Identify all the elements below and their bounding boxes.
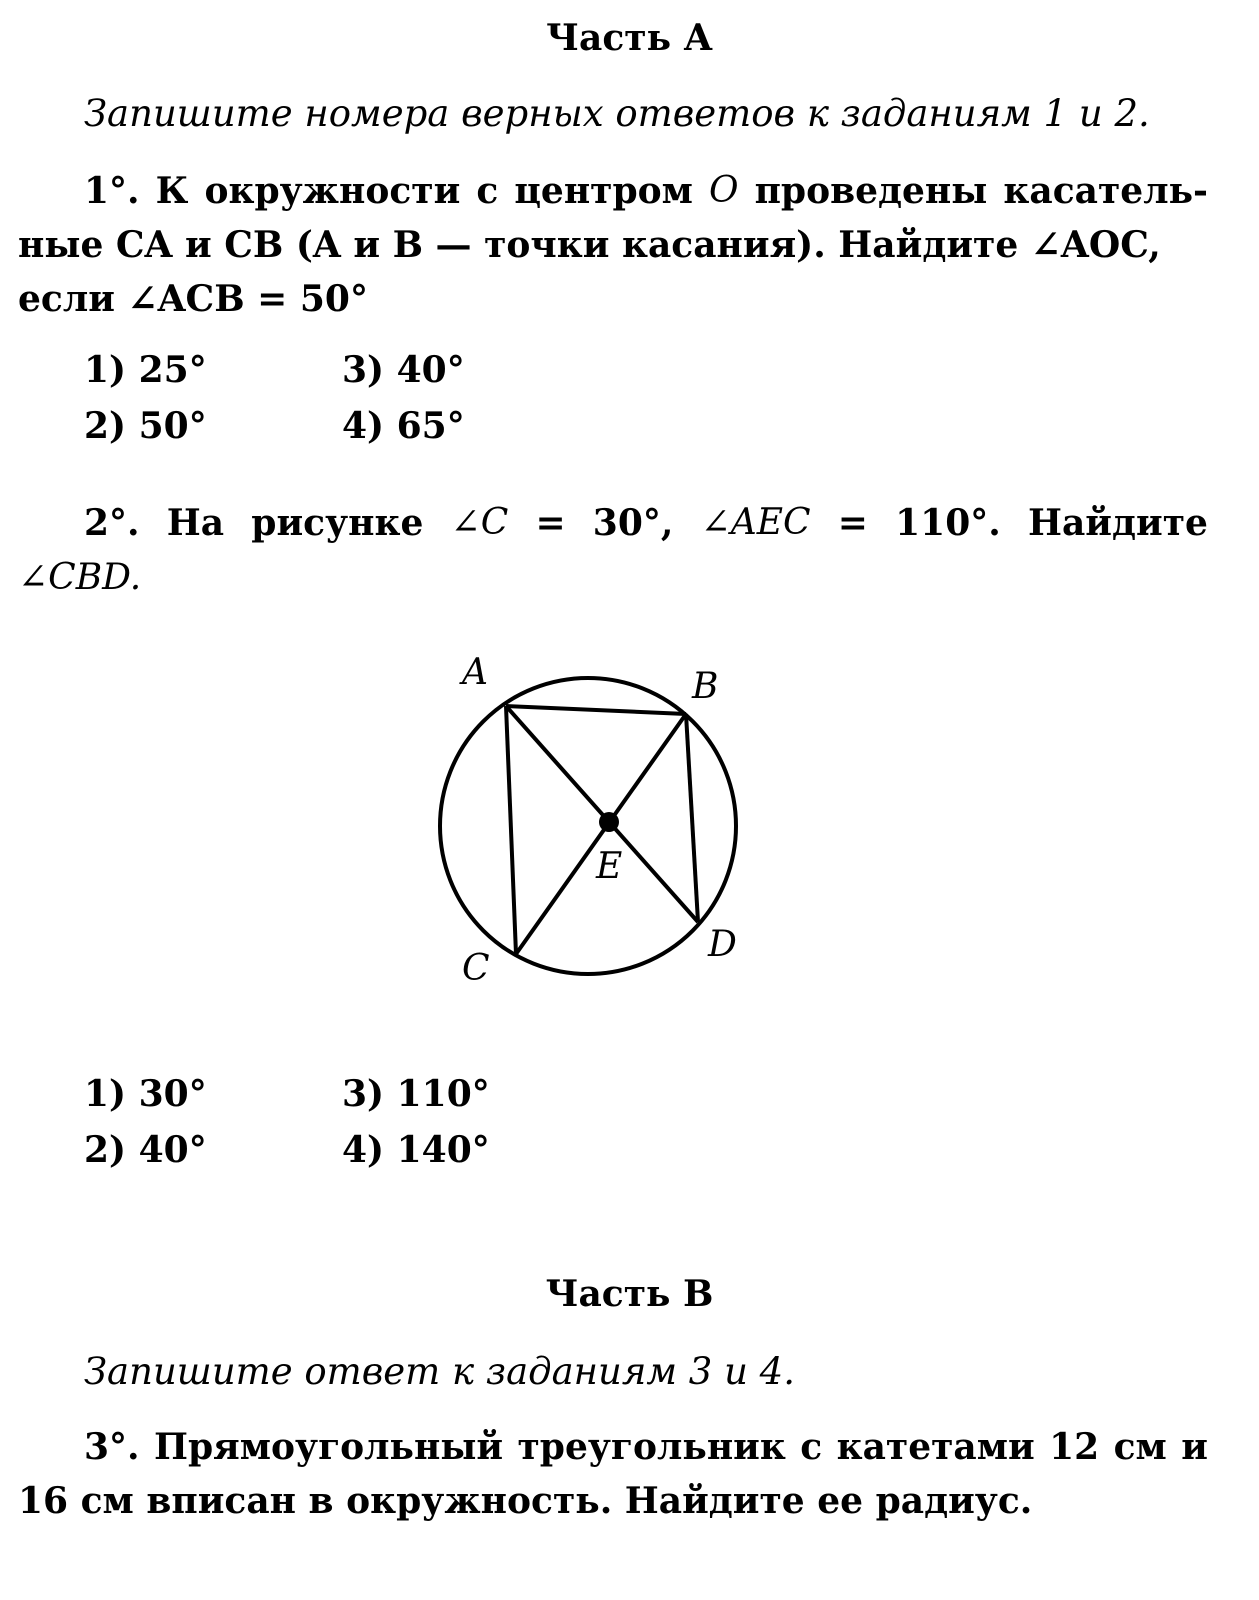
label-e: E xyxy=(596,846,623,887)
task-1-word: с xyxy=(476,170,499,212)
task-3-line-2: 16 см вписан в окружность. Найдите ее радиус. xyxy=(18,1480,1033,1522)
task-2-word: = xyxy=(837,502,868,544)
task-1-number: 1°. xyxy=(84,170,140,212)
task-1-answer-option: 1) 25° xyxy=(84,349,207,391)
part-b-instruction: Запишите ответ к заданиям 3 и 4. xyxy=(84,1350,795,1393)
task-2-answers xyxy=(84,1066,600,1178)
task-2-angle-aec: ∠AEC xyxy=(700,502,811,543)
task-1-answer-option: 3) 40° xyxy=(342,349,465,391)
task-1-word: касатель- xyxy=(1003,170,1208,212)
task-3-word: 12 xyxy=(1049,1426,1100,1468)
task-2-line-2 xyxy=(18,550,1208,605)
label-b: B xyxy=(692,666,719,707)
task-3-word: и xyxy=(1181,1426,1208,1468)
task-3-word: см xyxy=(1113,1426,1167,1468)
part-a-instruction: Запишите номера верных ответов к заданиям 1 и 2. xyxy=(84,92,1150,135)
task-2-word: = xyxy=(535,502,566,544)
task-1 xyxy=(18,164,1208,326)
part-a-heading: Часть А xyxy=(546,17,713,59)
chord-bd xyxy=(686,714,698,922)
task-2-answer-option: 2) 40° xyxy=(84,1129,207,1171)
task-3 xyxy=(18,1420,1208,1528)
task-1-word: проведены xyxy=(754,170,988,212)
circle-diagram xyxy=(420,640,780,1000)
task-2-word: Найдите xyxy=(1027,502,1208,544)
task-1-point-o: O xyxy=(709,170,739,211)
task-2-answer-option: 1) 30° xyxy=(84,1073,207,1115)
chord-ac xyxy=(506,706,516,954)
task-1-line-2: ные CA и CB (A и B — точки касания). Найдите ∠AOC, xyxy=(18,224,1161,266)
task-2-number: 2°. xyxy=(84,502,140,544)
label-c: C xyxy=(462,948,490,989)
task-3-word: Прямоугольный xyxy=(153,1426,504,1468)
circle-diagram-svg xyxy=(420,640,780,1000)
label-a: A xyxy=(462,652,488,693)
task-2-word: 30°, xyxy=(592,502,674,544)
task-2-line-1 xyxy=(18,496,1208,550)
task-2-answer-option: 4) 140° xyxy=(342,1129,490,1171)
task-1-word: К xyxy=(155,170,189,212)
task-1-word: центром xyxy=(514,170,693,212)
task-2-angle-c: ∠C xyxy=(450,502,509,543)
task-2-word: На xyxy=(166,502,225,544)
task-3-line-1 xyxy=(18,1420,1208,1474)
task-1-word: окружности xyxy=(204,170,461,212)
task-1-answer-option: 4) 65° xyxy=(342,405,465,447)
task-1-answers xyxy=(84,342,600,454)
task-1-line-3: если ∠ACB = 50° xyxy=(18,278,368,320)
task-2-answer-option: 3) 110° xyxy=(342,1073,490,1115)
part-b-heading: Часть В xyxy=(545,1273,714,1315)
chord-bc xyxy=(516,714,686,954)
task-2-word: рисунке xyxy=(251,502,424,544)
task-3-word: с xyxy=(800,1426,823,1468)
task-2-word: 110°. xyxy=(895,502,1001,544)
label-d: D xyxy=(708,924,737,965)
task-1-line-1 xyxy=(18,164,1208,218)
task-3-number: 3°. xyxy=(84,1426,140,1468)
point-e-dot xyxy=(599,812,619,832)
task-1-answer-option: 2) 50° xyxy=(84,405,207,447)
chord-ab xyxy=(506,706,686,714)
task-2 xyxy=(18,496,1208,605)
task-2-angle-cbd: ∠CBD. xyxy=(18,557,142,598)
task-3-word: катетами xyxy=(836,1426,1035,1468)
task-3-word: треугольник xyxy=(517,1426,786,1468)
